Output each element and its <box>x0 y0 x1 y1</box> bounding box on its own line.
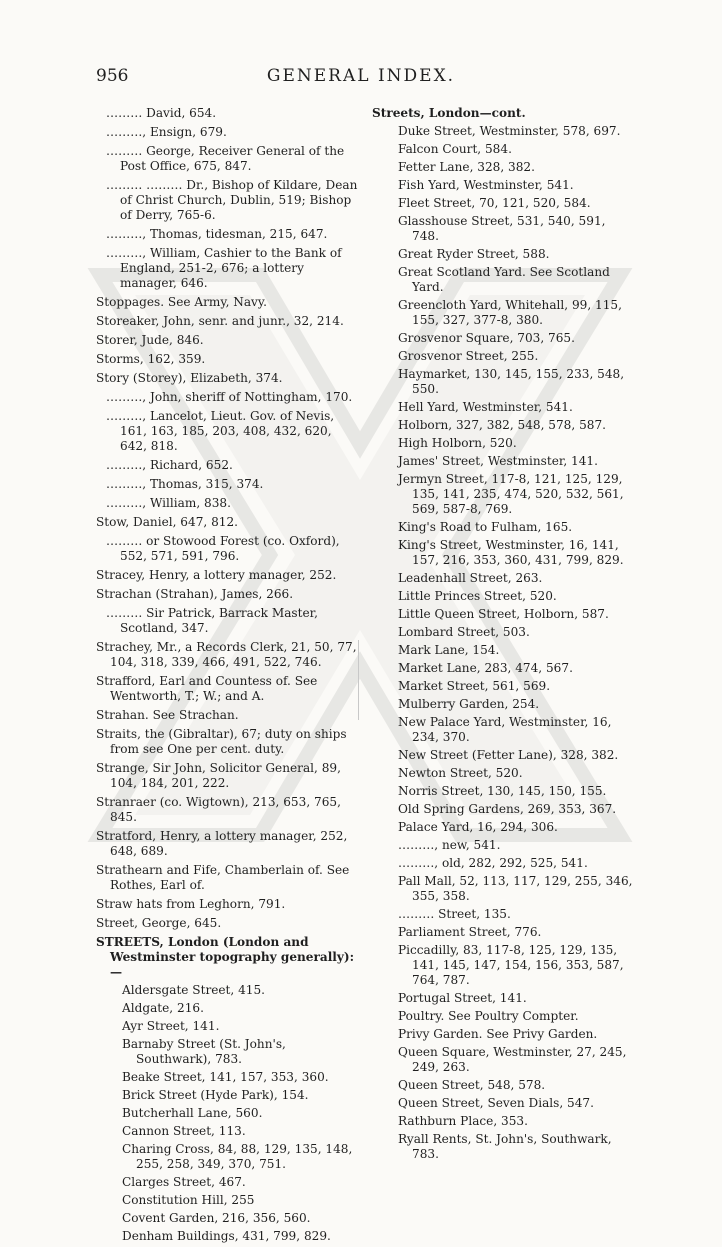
index-entry: Hell Yard, Westminster, 541. <box>398 400 573 414</box>
index-entry: Fish Yard, Westminster, 541. <box>398 178 574 192</box>
index-entry: Fleet Street, 70, 121, 520, 584. <box>398 196 591 210</box>
index-entry: Queen Street, Seven Dials, 547. <box>398 1096 594 1110</box>
index-entry: Queen Square, Westminster, 27, 245, 249, 263. <box>398 1045 627 1074</box>
index-entry: Market Lane, 283, 474, 567. <box>398 661 573 675</box>
index-entry: Great Ryder Street, 588. <box>398 247 550 261</box>
index-entry: Stranraer (co. Wigtown), 213, 653, 765, 845. <box>96 795 341 824</box>
index-entry: Fetter Lane, 328, 382. <box>398 160 535 174</box>
index-entry: Grosvenor Street, 255. <box>398 349 539 363</box>
index-heading: STREETS, London (London and Westminster topography generally):— <box>96 935 355 979</box>
index-entry: Rathburn Place, 353. <box>398 1114 528 1128</box>
index-entry: Stow, Daniel, 647, 812. <box>96 515 239 529</box>
index-entry: King's Road to Fulham, 165. <box>398 520 573 534</box>
index-entry: Strachan (Strahan), James, 266. <box>96 587 294 601</box>
index-entry: ………, old, 282, 292, 525, 541. <box>398 856 588 870</box>
index-entry: Constitution Hill, 255 <box>122 1193 255 1207</box>
index-entry: Storms, 162, 359. <box>96 352 206 366</box>
page-number: 956 <box>96 66 129 86</box>
left-column <box>96 106 358 1247</box>
index-entry: Strafford, Earl and Countess of. See Wentworth, T.; W.; and A. <box>96 674 318 703</box>
index-entry: Strathearn and Fife, Chamberlain of. See Rothes, Earl of. <box>96 863 350 892</box>
index-entry: ………, Thomas, tidesman, 215, 647. <box>106 227 328 241</box>
index-entry: Clarges Street, 467. <box>122 1175 246 1189</box>
index-entry: Glasshouse Street, 531, 540, 591, 748. <box>398 214 606 243</box>
index-entry: Market Street, 561, 569. <box>398 679 551 693</box>
index-entry: Holborn, 327, 382, 548, 578, 587. <box>398 418 606 432</box>
index-entry: Parliament Street, 776. <box>398 925 542 939</box>
index-entry: Story (Storey), Elizabeth, 374. <box>96 371 283 385</box>
index-entry: Covent Garden, 216, 356, 560. <box>122 1211 311 1225</box>
index-entry: Leadenhall Street, 263. <box>398 571 543 585</box>
index-entry: Stracey, Henry, a lottery manager, 252. <box>96 568 337 582</box>
index-entry: Storeaker, John, senr. and junr., 32, 214. <box>96 314 344 328</box>
index-entry: Storer, Jude, 846. <box>96 333 204 347</box>
index-entry: Newton Street, 520. <box>398 766 523 780</box>
index-entry: Charing Cross, 84, 88, 129, 135, 148, 255, 258, 349, 370, 751. <box>122 1142 353 1171</box>
index-entry: High Holborn, 520. <box>398 436 517 450</box>
index-entry: New Palace Yard, Westminster, 16, 234, 370. <box>398 715 612 744</box>
index-entry: ………, William, 838. <box>106 496 231 510</box>
index-entry: Piccadilly, 83, 117-8, 125, 129, 135, 141, 145, 147, 154, 156, 353, 587, 764, 787. <box>398 943 624 987</box>
index-entry: ……… George, Receiver General of the Post Office, 675, 847. <box>106 144 345 173</box>
right-column <box>372 106 634 1165</box>
index-entry: ………, John, sheriff of Nottingham, 170. <box>106 390 353 404</box>
index-entry: ……… Street, 135. <box>398 907 511 921</box>
index-entry: ………, new, 541. <box>398 838 501 852</box>
index-entry: Aldersgate Street, 415. <box>122 983 266 997</box>
index-entry: ……… Sir Patrick, Barrack Master, Scotland, 347. <box>106 606 318 635</box>
index-entry: Palace Yard, 16, 294, 306. <box>398 820 558 834</box>
index-entry: ………, Richard, 652. <box>106 458 233 472</box>
index-entry: ……… David, 654. <box>106 106 217 120</box>
index-entry: ………, Lancelot, Lieut. Gov. of Nevis, 161, 163, 185, 203, 408, 432, 620, 642, 818. <box>106 409 335 453</box>
index-entry: ………, Ensign, 679. <box>106 125 227 139</box>
index-entry: Barnaby Street (St. John's, Southwark), 783. <box>122 1037 286 1066</box>
index-entry: Cannon Street, 113. <box>122 1124 246 1138</box>
index-entry: ………, William, Cashier to the Bank of England, 251-2, 676; a lottery manager, 646. <box>106 246 342 290</box>
index-entry: Privy Garden. See Privy Garden. <box>398 1027 598 1041</box>
index-entry: Old Spring Gardens, 269, 353, 367. <box>398 802 617 816</box>
index-entry: Strange, Sir John, Solicitor General, 89, 104, 184, 201, 222. <box>96 761 341 790</box>
index-entry: ………, Thomas, 315, 374. <box>106 477 264 491</box>
index-entry: New Street (Fetter Lane), 328, 382. <box>398 748 619 762</box>
index-entry: Lombard Street, 503. <box>398 625 530 639</box>
index-entry: Beake Street, 141, 157, 353, 360. <box>122 1070 329 1084</box>
index-entry: Ayr Street, 141. <box>122 1019 220 1033</box>
index-entry: Straits, the (Gibraltar), 67; duty on ships from see One per cent. duty. <box>96 727 347 756</box>
index-entry: Strachey, Mr., a Records Clerk, 21, 50, 77, 104, 318, 339, 466, 491, 522, 746. <box>96 640 357 669</box>
index-entry: Grosvenor Square, 703, 765. <box>398 331 575 345</box>
index-entry: Great Scotland Yard. See Scotland Yard. <box>398 265 610 294</box>
index-entry: ……… ……… Dr., Bishop of Kildare, Dean of Christ Church, Dublin, 519; Bishop of Derry, 765-6. <box>106 178 358 222</box>
index-entry: Pall Mall, 52, 113, 117, 129, 255, 346, 355, 358. <box>398 874 633 903</box>
index-entry: Jermyn Street, 117-8, 121, 125, 129, 135, 141, 235, 474, 520, 532, 561, 569, 587-8, 769. <box>398 472 624 516</box>
index-entry: Little Princes Street, 520. <box>398 589 557 603</box>
index-entry: Poultry. See Poultry Compter. <box>398 1009 579 1023</box>
index-entry: Strahan. See Strachan. <box>96 708 239 722</box>
index-entry: Street, George, 645. <box>96 916 222 930</box>
column-divider <box>358 640 359 720</box>
index-entry: Denham Buildings, 431, 799, 829. <box>122 1229 331 1243</box>
index-entry: James' Street, Westminster, 141. <box>398 454 598 468</box>
index-entry: Falcon Court, 584. <box>398 142 512 156</box>
index-entry: Queen Street, 548, 578. <box>398 1078 546 1092</box>
index-entry: Butcherhall Lane, 560. <box>122 1106 263 1120</box>
index-entry: Mulberry Garden, 254. <box>398 697 540 711</box>
index-entry: Mark Lane, 154. <box>398 643 500 657</box>
index-entry: Haymarket, 130, 145, 155, 233, 548, 550. <box>398 367 625 396</box>
index-entry: Little Queen Street, Holborn, 587. <box>398 607 609 621</box>
index-entry: Norris Street, 130, 145, 150, 155. <box>398 784 607 798</box>
index-entry: Portugal Street, 141. <box>398 991 527 1005</box>
index-entry: Aldgate, 216. <box>122 1001 204 1015</box>
index-entry: Stratford, Henry, a lottery manager, 252, 648, 689. <box>96 829 348 858</box>
index-entry: Stoppages. See Army, Navy. <box>96 295 267 309</box>
index-entry: Straw hats from Leghorn, 791. <box>96 897 286 911</box>
index-heading: Streets, London—cont. <box>372 106 526 120</box>
index-entry: Greencloth Yard, Whitehall, 99, 115, 155, 327, 377-8, 380. <box>398 298 622 327</box>
index-entry: Duke Street, Westminster, 578, 697. <box>398 124 621 138</box>
index-entry: Ryall Rents, St. John's, Southwark, 783. <box>398 1132 612 1161</box>
running-header: GENERAL INDEX. <box>266 66 456 86</box>
index-entry: King's Street, Westminster, 16, 141, 157, 216, 353, 360, 431, 799, 829. <box>398 538 624 567</box>
index-entry: ……… or Stowood Forest (co. Oxford), 552, 571, 591, 796. <box>106 534 340 563</box>
index-entry: Brick Street (Hyde Park), 154. <box>122 1088 309 1102</box>
